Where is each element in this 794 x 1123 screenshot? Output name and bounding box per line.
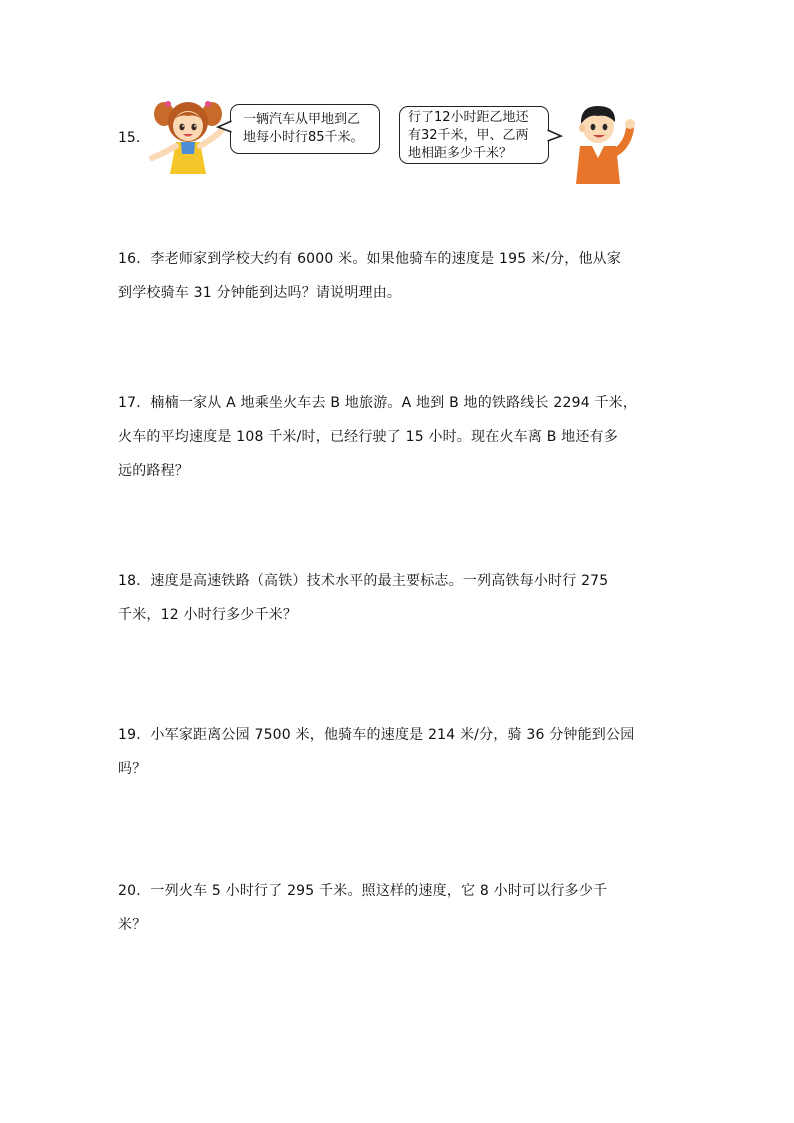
speech-bubble-left bbox=[230, 104, 380, 154]
question-17 bbox=[118, 386, 678, 488]
bubble-left-line-1: 一辆汽车从甲地到乙 bbox=[243, 112, 361, 127]
speech-bubble-tail-icon bbox=[218, 120, 232, 134]
question-15-number: 15. bbox=[118, 130, 141, 146]
question-17-line-2: 火车的平均速度是 108 千米/时，已经行驶了 15 小时。现在火车离 B 地还有多 bbox=[118, 429, 618, 445]
question-20-line-1: 20．一列火车 5 小时行了 295 千米。照这样的速度，它 8 小时可以行多少千 bbox=[118, 883, 608, 899]
bubble-left-line-2: 地每小时行85千米。 bbox=[243, 130, 364, 145]
question-16-line-2: 到学校骑车 31 分钟能到达吗？请说明理由。 bbox=[118, 285, 402, 301]
question-20 bbox=[118, 874, 678, 942]
boy-illustration bbox=[562, 100, 642, 186]
bubble-right-line-2: 有32千米，甲、乙两 bbox=[408, 128, 529, 143]
question-17-line-3: 远的路程？ bbox=[118, 463, 189, 479]
question-16 bbox=[118, 242, 678, 310]
question-17-line-1: 17．楠楠一家从 A 地乘坐火车去 B 地旅游。A 地到 B 地的铁路线长 2294 千米， bbox=[118, 395, 638, 411]
bubble-right-line-1: 行了12小时距乙地还 bbox=[408, 110, 529, 125]
question-18-line-1: 18．速度是高速铁路（高铁）技术水平的最主要标志。一列高铁每小时行 275 bbox=[118, 573, 609, 589]
question-16-line-1: 16．李老师家到学校大约有 6000 米。如果他骑车的速度是 195 米/分，他从家 bbox=[118, 251, 622, 267]
question-18-line-2: 千米，12 小时行多少千米？ bbox=[118, 607, 298, 623]
bubble-right-line-3: 地相距多少千米？ bbox=[408, 146, 513, 161]
girl-illustration bbox=[148, 96, 228, 178]
speech-bubble-tail-icon bbox=[547, 129, 561, 143]
question-19 bbox=[118, 718, 678, 786]
speech-bubble-right bbox=[399, 106, 549, 164]
question-20-line-2: 米？ bbox=[118, 917, 147, 933]
question-19-line-1: 19．小军家距离公园 7500 米，他骑车的速度是 214 米/分，骑 36 分钟能到公园 bbox=[118, 727, 635, 743]
question-15 bbox=[118, 96, 678, 186]
question-18 bbox=[118, 564, 678, 632]
question-19-line-2: 吗？ bbox=[118, 761, 147, 777]
